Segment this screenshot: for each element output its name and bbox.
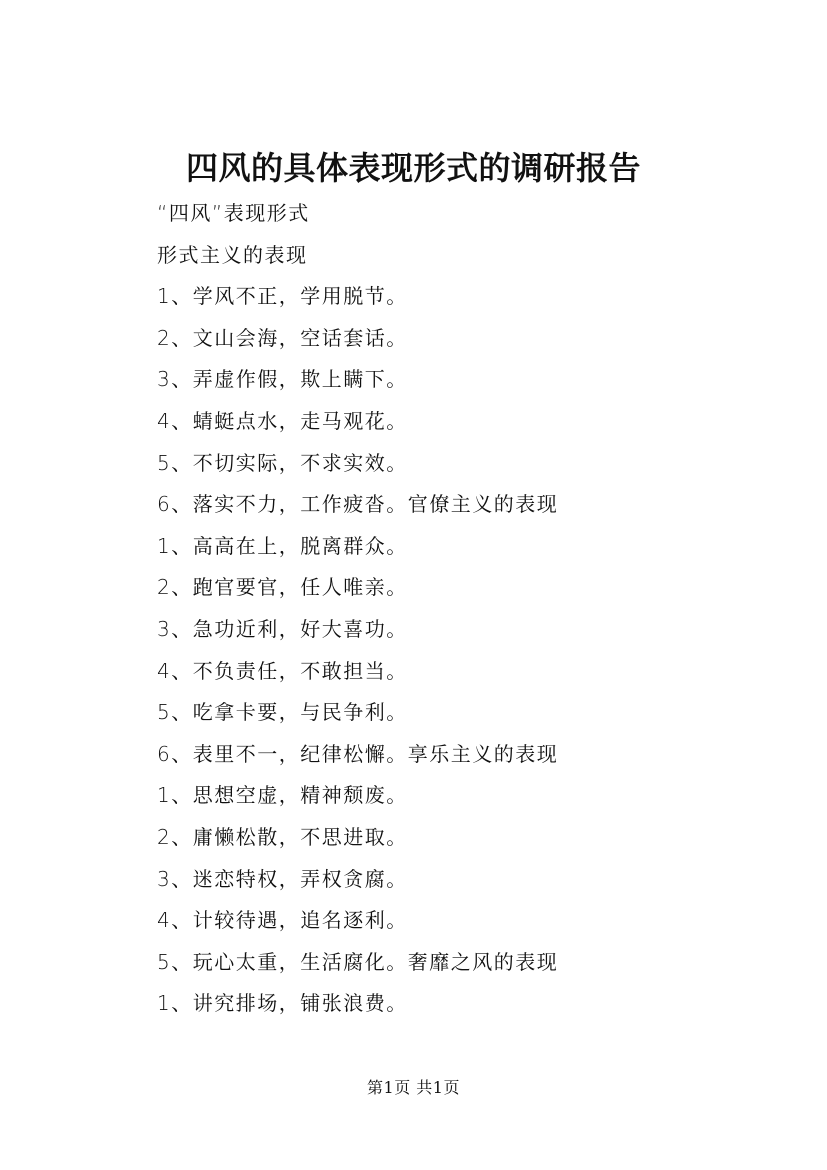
body-line: 2、跑官要官，任人唯亲。 xyxy=(157,575,408,600)
body-line: 1、思想空虚，精神颓废。 xyxy=(157,783,408,808)
body-line: 6、表里不一，纪律松懈。享乐主义的表现 xyxy=(157,741,559,766)
page-footer: 第1页 共1页 xyxy=(367,1078,460,1097)
body-line: 3、急功近利，好大喜功。 xyxy=(157,616,408,641)
body-line: 3、迷恋特权，弄权贪腐。 xyxy=(157,866,408,891)
document-title: 四风的具体表现形式的调研报告 xyxy=(185,149,641,187)
body-line: 形式主义的表现 xyxy=(157,242,308,267)
body-line: 4、计较待遇，追名逐利。 xyxy=(157,908,408,933)
body-line: 4、不负责任，不敢担当。 xyxy=(157,658,408,683)
document-body xyxy=(157,193,777,1025)
body-line: 4、蜻蜓点水，走马观花。 xyxy=(157,408,408,433)
body-line: 1、学风不正，学用脱节。 xyxy=(157,284,408,309)
body-line: 1、讲究排场，铺张浪费。 xyxy=(157,991,408,1016)
body-line: 5、不切实际，不求实效。 xyxy=(157,450,408,475)
body-line: 2、庸懒松散，不思进取。 xyxy=(157,824,408,849)
body-line: 1、高高在上，脱离群众。 xyxy=(157,533,408,558)
body-line: 3、弄虚作假，欺上瞒下。 xyxy=(157,367,408,392)
body-line: “四风”表现形式 xyxy=(157,201,310,225)
body-line: 2、文山会海，空话套话。 xyxy=(157,325,408,350)
body-line: 6、落实不力，工作疲沓。官僚主义的表现 xyxy=(157,492,559,517)
body-line: 5、玩心太重，生活腐化。奢靡之风的表现 xyxy=(157,949,559,974)
body-line: 5、吃拿卡要，与民争利。 xyxy=(157,700,408,725)
